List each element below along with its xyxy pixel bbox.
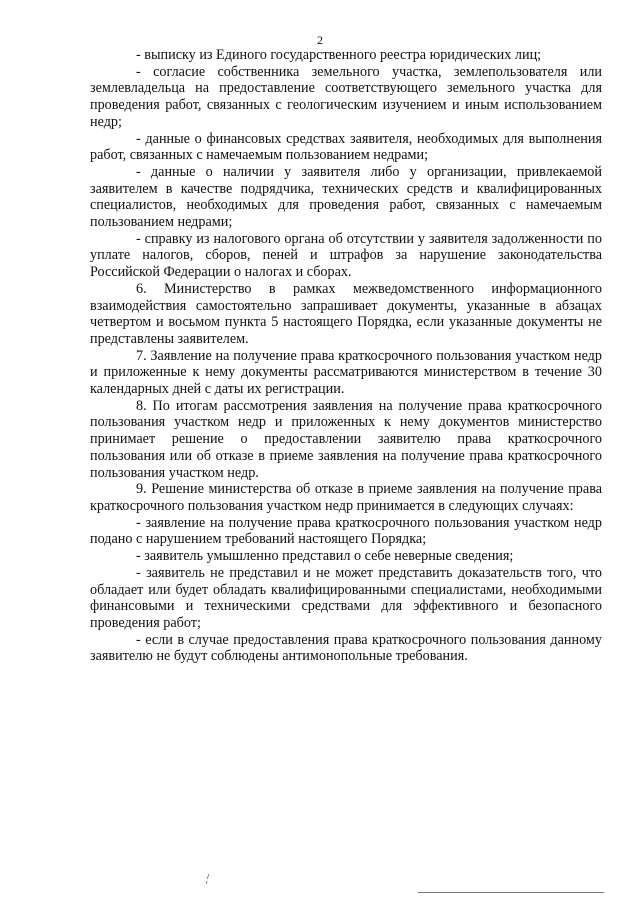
paragraph: - данные о финансовых средствах заявителя, необходимых для выполнения работ, связанных с намечаемым пользованием недрами; [90,130,602,164]
paragraph: - выписку из Единого государственного реестра юридических лиц; [136,47,542,63]
paragraph: - если в случае предоставления права краткосрочного пользования данному заявителю не будут соблюдены антимонопольные требования. [90,631,602,665]
paragraph: 8. По итогам рассмотрения заявления на получение права краткосрочного пользования участком недр и приложенных к нему документов министерство принимает решение о предоставлении заявителю права краткосрочного пользования или об отказе в приеме заявления на получение права краткосрочного пользования участком недр. [90,397,602,481]
page-number: 2 [317,33,323,47]
paragraph: - заявитель не представил и не может представить доказательств того, что обладает или будет обладать квалифицированными специалистами, необходимыми финансовыми и техническими средствами для эффективного и безопасного проведения работ; [90,564,602,631]
footer-rule [418,892,604,893]
document-body [90,47,602,665]
paragraph: - согласие собственника земельного участка, землепользователя или землевладельца на предоставление соответствующего земельного участка для проведения работ, связанных с геологическим изучением и иным использованием недр; [90,63,602,130]
paragraph: 6. Министерство в рамках межведомственного информационного взаимодействия самостоятельно запрашивает документы, указанные в абзацах четвертом и восьмом пункта 5 настоящего Порядка, если указанные документы не представлены заявителем. [90,280,602,347]
paragraph: - данные о наличии у заявителя либо у организации, привлекаемой заявителем в качестве подрядчика, технических средств и квалифицированных специалистов, необходимых для проведения работ, связанных с намечаемым пользованием недрами; [90,163,602,231]
scan-mark-stroke [205,873,211,885]
paragraph: 9. Решение министерства об отказе в приеме заявления на получение права краткосрочного пользования участком недр принимается в следующих случаях: [90,481,602,514]
scan-mark [205,873,211,888]
paragraph: 7. Заявление на получение права краткосрочного пользования участком недр и приложенные к нему документы рассматриваются министерством в течение 30 календарных дней с даты их регистрации. [90,347,602,398]
paragraph: - заявление на получение права краткосрочного пользования участком недр подано с нарушением требований настоящего Порядка; [90,514,602,548]
paragraph: - справку из налогового органа об отсутствии у заявителя задолженности по уплате налогов, сборов, пеней и штрафов за нарушение законодательства Российской Федерации о налогах и сборах. [90,230,602,281]
paragraph: - заявитель умышленно представил о себе неверные сведения; [136,548,514,565]
